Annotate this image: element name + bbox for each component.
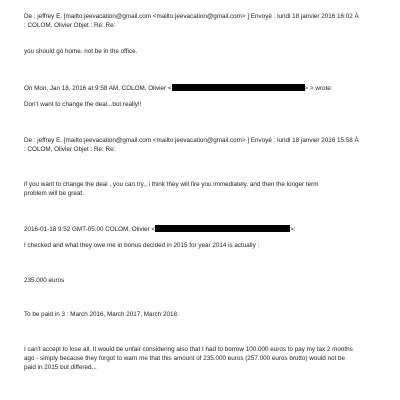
redaction-bar: [155, 225, 290, 232]
email1-header-line1: De : jeffrey E. [mailto:jeevacation@gmail.com <mailto:jeevacation@gmail.com> ] Envoyé : lundi 18 janvier 2016 16:02 À: [24, 13, 359, 20]
email2-body-line1: if you want to change the deal , you can try., i think they will fire you immediately. and then the longer term: [24, 181, 319, 188]
quote2-para-line1: I can't accept to lose all. It would be unfair considering also that I had to borrow 100.000 euros to pay my tax 2 months: [24, 346, 353, 353]
email1-header-line2: : COLOM, Olivier Objet : Re: Re:: [24, 22, 116, 29]
email2-header-line2: : COLOM, Olivier Objet : Re: Re:: [24, 146, 116, 153]
quote2-intro: [24, 225, 296, 234]
quote1-intro-after: > > wrote:: [304, 85, 333, 92]
quote2-line1: I checked and what they owe me in bonus decided in 2015 for year 2014 is actually :: [24, 242, 260, 249]
email1-body: you should go home. not be in the office.: [24, 48, 138, 55]
quote1-body: Don't want to change the deal...but really!!: [24, 101, 142, 108]
quote2-schedule: To be paid in 3 : March 2016, March 2017, March 2018.: [24, 311, 179, 318]
quote2-intro-after: >:: [290, 226, 296, 233]
quote2-amount: 235.000 euros: [24, 277, 65, 284]
quote2-para-line2: ago - simply because they forgot to warn me that this amount of 235.000 euros (257.000 euros brutto) would not be: [24, 355, 345, 362]
quote1-intro-before: On Mon, Jan 18, 2016 at 9:58 AM, COLOM, Olivier <: [24, 85, 172, 92]
quote2-para-line3: paid in 2015 but differed...: [24, 364, 97, 371]
quote1-intro: [24, 84, 333, 93]
redaction-bar: [172, 84, 305, 91]
quote2-intro-before: 2016-01-18 9:52 GMT-05:00 COLOM, Olivier <: [24, 226, 156, 233]
email2-body-line2: problem will be great.: [24, 190, 84, 197]
email2-header-line1: De : jeffrey E. [mailto:jeevacation@gmail.com <mailto:jeevacation@gmail.com> ] Envoyé : lundi 18 janvier 2016 15:58 À: [24, 137, 359, 144]
